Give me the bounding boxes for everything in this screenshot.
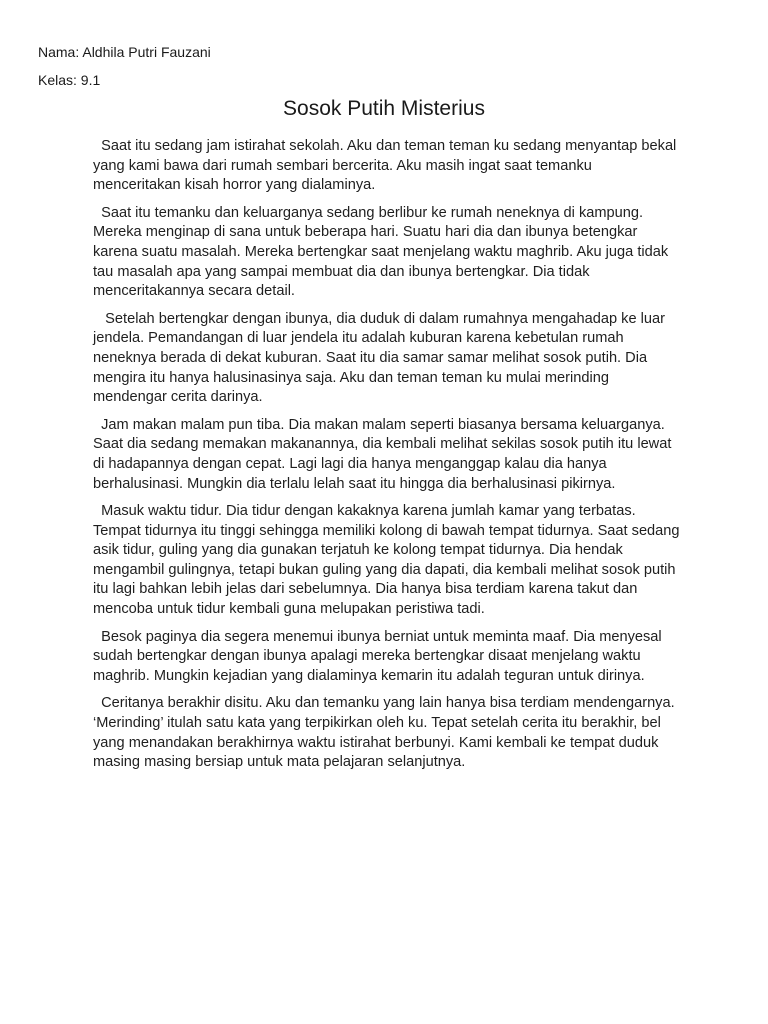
story-paragraph: Besok paginya dia segera menemui ibunya berniat untuk meminta maaf. Dia menyesal sudah bertengkar dengan ibunya apalagi mereka bertengkar disaat menjelang waktu maghrib. Mungkin kejadian yang dialaminya kemarin itu adalah teguran untuk dirinya. — [93, 628, 666, 684]
story-paragraph: Setelah bertengkar dengan ibunya, dia duduk di dalam rumahnya mengahadap ke luar jendela. Pemandangan di luar jendela itu adalah kuburan karena kebetulan rumah neneknya berada di dekat kuburan. Saat itu dia samar samar melihat sosok putih. Dia mengira itu hanya halusinasinya saja. Aku dan teman teman ku mulai merinding mendengar cerita darinya. — [93, 310, 670, 406]
student-class: Kelas: 9.1 — [38, 72, 101, 88]
story-title: Sosok Putih Misterius — [283, 97, 485, 120]
story-paragraph: Saat itu temanku dan keluarganya sedang berlibur ke rumah neneknya di kampung. Mereka menginap di sana untuk beberapa hari. Suatu hari dia dan ibunya betengkar karena suatu masalah. Mereka bertengkar saat menjelang waktu maghrib. Aku juga tidak tau masalah apa yang sampai membuat dia dan ibunya bertengkar. Dia tidak menceritakannya secara detail. — [93, 204, 673, 300]
story-paragraph: Saat itu sedang jam istirahat sekolah. Aku dan teman teman ku sedang menyantap bekal yang kami bawa dari rumah sembari bercerita. Aku masih ingat saat temanku menceritakan kisah horror yang dialaminya. — [93, 138, 681, 194]
student-name: Nama: Aldhila Putri Fauzani — [38, 44, 211, 60]
story-body — [93, 137, 683, 781]
story-paragraph: Ceritanya berakhir disitu. Aku dan temanku yang lain hanya bisa terdiam mendengarnya. ‘Merinding’ itulah satu kata yang terpikirkan oleh ku. Tepat setelah cerita itu berakhir, bel yang menandakan berakhirnya waktu istirahat berbunyi. Kami kembali ke tempat duduk masing masing bersiap untuk mata pelajaran selanjutnya. — [93, 695, 679, 771]
story-paragraph: Masuk waktu tidur. Dia tidur dengan kakaknya karena jumlah kamar yang terbatas. Tempat tidurnya itu tinggi sehingga memiliki kolong di bawah tempat tidurnya. Saat sedang asik tidur, guling yang dia gunakan terjatuh ke kolong tempat tidurnya. Dia hendak mengambil gulingnya, tetapi bukan guling yang dia dapati, dia kembali melihat sosok putih itu lagi bahkan lebih jelas dari sebelumnya. Dia hanya bisa terdiam karena takut dan mencoba untuk tidur kembali guna melupakan peristiwa tadi. — [93, 503, 684, 618]
story-paragraph: Jam makan malam pun tiba. Dia makan malam seperti biasanya bersama keluarganya. Saat dia sedang memakan makanannya, dia kembali melihat sekilas sosok putih itu lewat di hadapannya dengan cepat. Lagi lagi dia hanya menganggap kalau dia hanya berhalusinasi. Mungkin dia terlalu lelah saat itu hingga dia berhalusinasi pikirnya. — [93, 416, 676, 492]
